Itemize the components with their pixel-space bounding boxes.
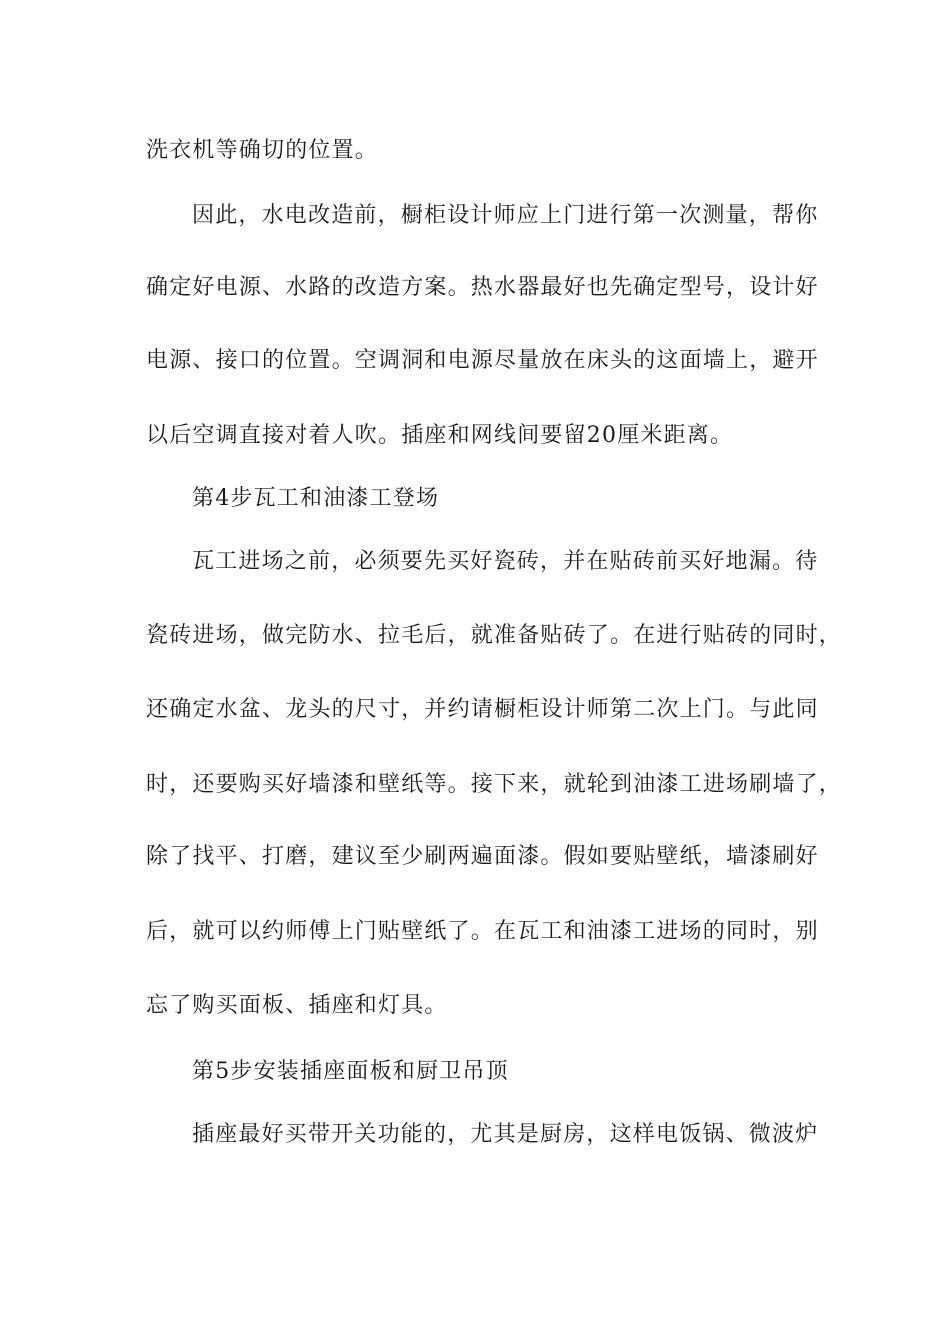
- paragraph-line: 时，还要购买好墙漆和壁纸等。接下来，就轮到油漆工进场刷墙了，: [146, 772, 843, 797]
- paragraph-line: 瓦工进场之前，必须要先买好瓷砖，并在贴砖前买好地漏。待: [192, 549, 819, 574]
- paragraph-line: 因此，水电改造前，橱柜设计师应上门进行第一次测量，帮你: [192, 203, 819, 228]
- paragraph-line: 以后空调直接对着人吹。插座和网线间要留20厘米距离。: [146, 423, 734, 448]
- paragraph-line: 电源、接口的位置。空调洞和电源尽量放在床头的这面墙上，避开: [146, 348, 819, 373]
- paragraph-line: 洗衣机等确切的位置。: [146, 138, 379, 163]
- paragraph-line: 还确定水盆、龙头的尺寸，并约请橱柜设计师第二次上门。与此同: [146, 697, 819, 722]
- paragraph-line: 后，就可以约师傅上门贴壁纸了。在瓦工和油漆工进场的同时，别: [146, 919, 819, 944]
- section-heading: 第4步瓦工和油漆工登场: [192, 486, 440, 511]
- paragraph-line: 除了找平、打磨，建议至少刷两遍面漆。假如要贴壁纸，墙漆刷好: [146, 844, 819, 869]
- paragraph-line: 瓷砖进场，做完防水、拉毛后，就准备贴砖了。在进行贴砖的同时，: [146, 623, 843, 648]
- paragraph-line: 确定好电源、水路的改造方案。热水器最好也先确定型号，设计好: [146, 275, 819, 300]
- section-heading: 第5步安装插座面板和厨卫吊顶: [192, 1059, 509, 1084]
- paragraph-line: 忘了购买面板、插座和灯具。: [146, 993, 448, 1018]
- paragraph-line: 插座最好买带开关功能的，尤其是厨房，这样电饭锅、微波炉: [192, 1122, 819, 1147]
